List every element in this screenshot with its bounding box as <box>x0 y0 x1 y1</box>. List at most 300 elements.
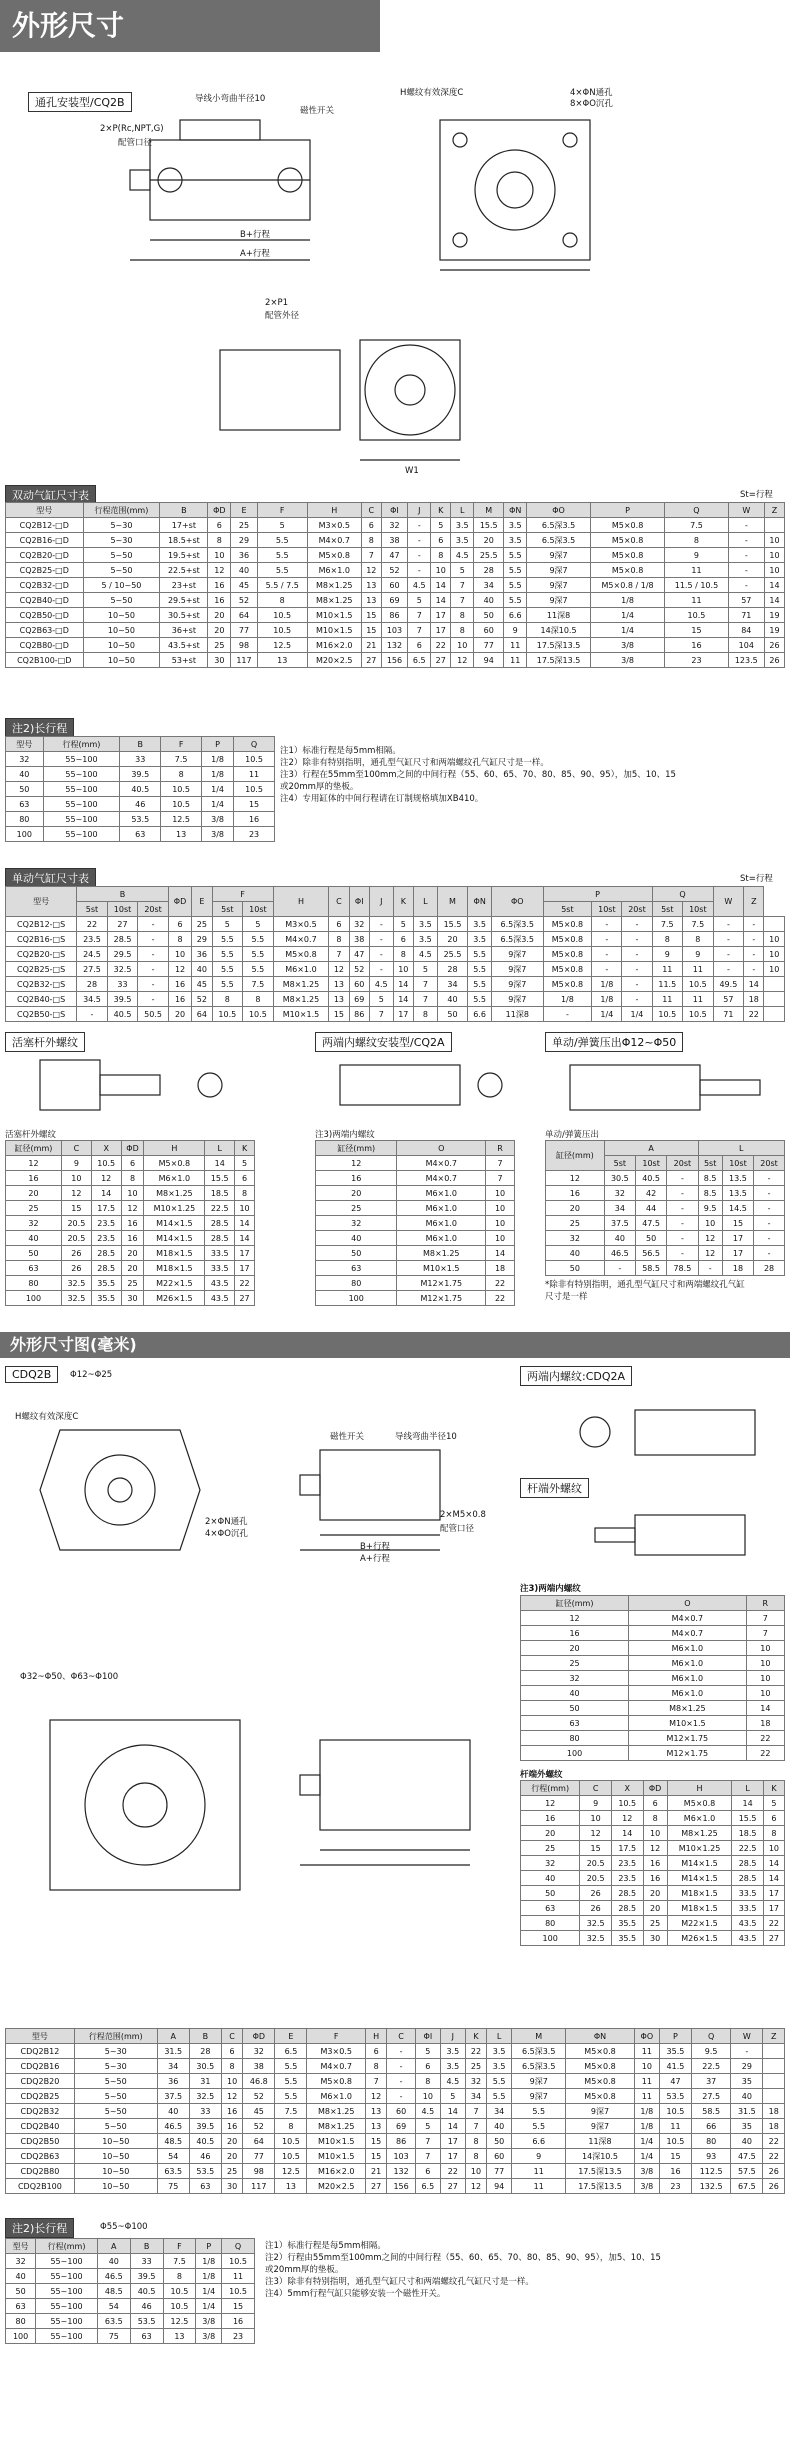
table-cell: 55~100 <box>36 2269 98 2284</box>
table-cell: 3/8 <box>202 827 234 842</box>
table-row <box>6 932 785 947</box>
table-cell: 7 <box>465 2104 486 2119</box>
table-cell: M4×0.7 <box>307 533 361 548</box>
table-cell: 9 <box>504 623 527 638</box>
table-cell: 14 <box>611 1826 643 1841</box>
table-cell: 49.5 <box>713 977 744 992</box>
table-cell: 33 <box>120 752 161 767</box>
table-cell: 40 <box>231 563 257 578</box>
table-cell: 30.5 <box>189 2059 221 2074</box>
table-cell: 5st <box>543 902 592 917</box>
table-cell: 6 <box>408 638 431 653</box>
table-cell: 10~50 <box>74 2164 157 2179</box>
table-cell: 16 <box>643 1871 667 1886</box>
table-cell: 36 <box>157 2074 189 2089</box>
table-cell: 14 <box>765 578 785 593</box>
note-line: 注3）除非有特别指明，通孔型气缸尺寸和两端螺纹孔气缸尺寸是一样。 <box>265 2277 534 2287</box>
table-cell: 52 <box>231 593 257 608</box>
table-cell: - <box>744 932 764 947</box>
table-cell: 27.5 <box>77 962 108 977</box>
table-cell: M16×2.0 <box>307 2164 365 2179</box>
table-cell: M4×0.7 <box>629 1626 747 1641</box>
table-cell: 10 <box>393 962 413 977</box>
table-cell: 40 <box>546 1246 605 1261</box>
table-cell: 16 <box>521 1811 580 1826</box>
table-cell: Q <box>652 887 713 902</box>
table-cell: O <box>397 1141 486 1156</box>
table-cell: 10 <box>763 1841 784 1856</box>
table-cell: 9 <box>652 947 683 962</box>
table-cell: 12.5 <box>161 812 202 827</box>
table-cell: 55~100 <box>36 2284 98 2299</box>
table-cell: 80 <box>6 1276 62 1291</box>
table-cell: 10.5 <box>163 2299 196 2314</box>
table-cell: 40 <box>6 767 44 782</box>
table-cell: P <box>543 887 652 902</box>
table-cell: R <box>746 1596 784 1611</box>
table-cell: 80 <box>6 2314 36 2329</box>
table-cell: 23+st <box>160 578 208 593</box>
table-row <box>521 1716 785 1731</box>
table-cell: 10.5 <box>683 977 714 992</box>
table-cell: 5 <box>431 518 451 533</box>
table-row <box>6 752 275 767</box>
table-cell: 17 <box>763 1886 784 1901</box>
table-cell: M5×0.8 <box>566 2074 634 2089</box>
table-cell: - <box>369 962 393 977</box>
table-cell: 10.5 <box>659 2134 691 2149</box>
table-cell: 10st <box>683 902 714 917</box>
note-line: 注2）除非有特别指明，通孔型气缸尺寸和两端螺纹孔气缸尺寸是一样。 <box>280 758 549 768</box>
table-cell: - <box>408 563 431 578</box>
table-cell: 12 <box>361 563 381 578</box>
table-cell: 9 <box>580 1796 612 1811</box>
table4-title: 注3)两端内螺纹 <box>520 1584 581 1594</box>
table-cell: 98 <box>243 2164 275 2179</box>
table-cell: - <box>713 932 744 947</box>
table-cell: 12 <box>61 1186 91 1201</box>
table-cell: 23 <box>222 2329 255 2344</box>
table-cell: 26 <box>765 653 785 668</box>
table-cell: M8×1.25 <box>273 992 329 1007</box>
table-cell: E <box>275 2029 307 2044</box>
table-cell: 16 <box>643 1856 667 1871</box>
table-row <box>6 533 785 548</box>
table-cell: 28 <box>437 962 468 977</box>
table-cell: 55~100 <box>43 812 120 827</box>
table-cell: J <box>369 887 393 917</box>
table-cell: 20st <box>622 902 652 917</box>
table-cell: K <box>431 503 451 518</box>
table-cell: 80 <box>316 1276 397 1291</box>
tag-cdq2a: 两端内螺纹:CDQ2A <box>520 1366 632 1386</box>
table-cell: 10 <box>486 1201 515 1216</box>
table-cell: 5.5 <box>275 2074 307 2089</box>
table-header-row <box>521 1596 785 1611</box>
table-cell: 28.5 <box>732 1871 764 1886</box>
table-cell: M12×1.75 <box>397 1291 486 1306</box>
table-cell: 5st <box>212 902 243 917</box>
table-cell: 18.5+st <box>160 533 208 548</box>
label-switch: 磁性开关 <box>300 106 335 116</box>
table-cell: 15 <box>61 1201 91 1216</box>
table-cell: H <box>273 887 329 917</box>
table-cell: 5 <box>212 917 243 932</box>
table-cell: - <box>592 947 622 962</box>
table-cell: CQ2B20-□D <box>6 548 84 563</box>
table-cell: 34 <box>474 578 504 593</box>
table-cell: 7 <box>369 1007 393 1022</box>
drawing-cdq2b-large-front <box>20 1690 270 1910</box>
table-cell: 10.5 <box>275 2149 307 2164</box>
table-cell: 1/4 <box>622 1007 652 1022</box>
table-cell: 28 <box>754 1261 785 1276</box>
table-cell: 20.5 <box>580 1871 612 1886</box>
table-cell: 7.5 <box>243 977 274 992</box>
table-cell: - <box>744 947 764 962</box>
table-inner-thread <box>315 1140 515 1306</box>
table-cell: 7 <box>329 947 349 962</box>
table-cell: 12 <box>316 1156 397 1171</box>
table-cell: 10 <box>764 962 785 977</box>
table-cell: 5st <box>698 1156 722 1171</box>
table-cell: M6×1.0 <box>144 1171 205 1186</box>
table-cell: CQ2B16-□S <box>6 932 77 947</box>
table-cell: 25.5 <box>474 548 504 563</box>
table-cell: 4.5 <box>413 947 437 962</box>
table-cell: 33 <box>189 2104 221 2119</box>
table-cell: 5st <box>77 902 108 917</box>
table-cell: 94 <box>474 653 504 668</box>
table-row <box>546 1186 785 1201</box>
table-row <box>6 2254 255 2269</box>
table-cell: 14 <box>431 578 451 593</box>
table-row <box>521 1871 785 1886</box>
table-cell: 117 <box>243 2179 275 2194</box>
table-spring <box>545 1140 785 1276</box>
table-cell: 156 <box>387 2179 416 2194</box>
table-cell: 30 <box>221 2179 242 2194</box>
table-header-row <box>6 2239 255 2254</box>
table-cell: M5×0.8 <box>307 548 361 563</box>
table-cell: 10.5 <box>161 782 202 797</box>
table-cell: 5~50 <box>83 548 160 563</box>
table-row <box>521 1611 785 1626</box>
table-row <box>6 2314 255 2329</box>
table-cell: 46 <box>130 2299 163 2314</box>
table-cell: M5×0.8 <box>590 533 665 548</box>
table-cell: M5×0.8 <box>543 947 592 962</box>
table-cell: 5 <box>243 917 274 932</box>
table-cell: M <box>512 2029 566 2044</box>
table-cell: 10.5 <box>212 1007 243 1022</box>
table-long-stroke <box>5 736 275 842</box>
table-cell: 28 <box>189 2044 221 2059</box>
table-cell: M5×0.8 <box>566 2059 634 2074</box>
table-cell: 10.5 <box>161 797 202 812</box>
table-cell: 45 <box>231 578 257 593</box>
table-cell: 5.5 <box>212 932 243 947</box>
table-row <box>6 2074 785 2089</box>
table-cell: 16 <box>168 977 191 992</box>
table-cell: 17.5深13.5 <box>527 638 591 653</box>
table-cell: M <box>437 887 468 917</box>
table-cell: 22.5 <box>205 1201 235 1216</box>
table-cell: ΦI <box>349 887 369 917</box>
table-cell: 10.5 <box>163 2284 196 2299</box>
table-cell: X <box>91 1141 121 1156</box>
table-cell: 23 <box>665 653 728 668</box>
table-cell <box>764 992 785 1007</box>
table-cell: 10 <box>580 1811 612 1826</box>
table-cell: 13 <box>365 2119 386 2134</box>
table-cell: 10 <box>765 548 785 563</box>
table-cell: - <box>667 1231 698 1246</box>
table-cell: 5 <box>393 917 413 932</box>
table-cell: 8 <box>643 1811 667 1826</box>
table-cell: 25 <box>643 1916 667 1931</box>
table-cell: K <box>465 2029 486 2044</box>
table-cell: 9深7 <box>492 977 544 992</box>
table-cell: 1/4 <box>590 623 665 638</box>
table-cell: M26×1.5 <box>667 1931 732 1946</box>
table-cell: 5.5 <box>468 962 492 977</box>
table-cell: - <box>408 548 431 563</box>
notes-block-2 <box>265 2240 785 2300</box>
table-cell: - <box>543 1007 592 1022</box>
table-cell: 123.5 <box>728 653 764 668</box>
table-cell: 15 <box>580 1841 612 1856</box>
table-cell: 32.5 <box>580 1931 612 1946</box>
table-cell: 80 <box>692 2134 731 2149</box>
section2-title: 外形尺寸图(毫米) <box>0 1332 790 1358</box>
table-cell: ΦD <box>243 2029 275 2044</box>
table-cell: 27 <box>431 653 451 668</box>
table-cell: 10 <box>486 1186 515 1201</box>
table-cell: 38 <box>243 2059 275 2074</box>
table-cell: 16 <box>546 1186 605 1201</box>
table-cell: 28.5 <box>91 1246 121 1261</box>
table-row <box>6 638 785 653</box>
table-cell: 17 <box>763 1901 784 1916</box>
table-cell: 80 <box>521 1731 629 1746</box>
table-cell: 60 <box>487 2149 512 2164</box>
table-cell: 20 <box>643 1886 667 1901</box>
table-cell: J <box>440 2029 465 2044</box>
table-cell: 5~30 <box>83 518 160 533</box>
table-cell: 46.5 <box>97 2269 130 2284</box>
table-cell: 27 <box>235 1291 255 1306</box>
table-cell: 24.5 <box>77 947 108 962</box>
table-cell: CDQ2B12 <box>6 2044 75 2059</box>
table-cell: A <box>604 1141 698 1156</box>
table-cell: M8×1.25 <box>397 1246 486 1261</box>
table-cell: - <box>667 1186 698 1201</box>
table-cell: 14 <box>91 1186 121 1201</box>
table-cell: 8 <box>413 1007 437 1022</box>
table-cell: - <box>744 962 764 977</box>
table-row <box>316 1276 515 1291</box>
table-cell: 36 <box>192 947 212 962</box>
table-cell: M14×1.5 <box>667 1871 732 1886</box>
spring-note-2: 尺寸是一样 <box>545 1292 588 1302</box>
table-cell: 型号 <box>6 2239 36 2254</box>
table-cell: 93 <box>692 2149 731 2164</box>
table-cell: 14 <box>235 1231 255 1246</box>
drawing-rod-ext <box>555 1500 775 1570</box>
table-cell: - <box>713 962 744 977</box>
table-cell: 型号 <box>6 887 77 917</box>
table-cell: 12 <box>329 962 349 977</box>
table-cell: CDQ2B25 <box>6 2089 75 2104</box>
table-cell: 3.5 <box>504 518 527 533</box>
table-cell: 22 <box>486 1276 515 1291</box>
label-counterbore: 8×ΦO沉孔 <box>570 99 613 109</box>
table-cell: 40.5 <box>189 2134 221 2149</box>
table-row <box>6 2089 785 2104</box>
table-cell: 5.5 <box>212 947 243 962</box>
table-cell: 5.5 <box>487 2074 512 2089</box>
table-cell: 11 <box>504 653 527 668</box>
table-row <box>316 1291 515 1306</box>
table-cell: 18 <box>486 1261 515 1276</box>
table-cell <box>765 518 785 533</box>
table-cell: 36+st <box>160 623 208 638</box>
table-cell: 6 <box>415 2059 440 2074</box>
table-cell: M4×0.7 <box>273 932 329 947</box>
table-cell: 32 <box>6 752 44 767</box>
table-cell: 7 <box>408 623 431 638</box>
table-cell: 17 <box>431 623 451 638</box>
table-cell: 52 <box>243 2119 275 2134</box>
table-cell: 63 <box>189 2179 221 2194</box>
table-cell: 1/8 <box>202 752 234 767</box>
table-cell: 5 <box>415 2119 440 2134</box>
table-cell: 1/8 <box>543 992 592 1007</box>
table-row <box>546 1261 785 1276</box>
table-cell: 34 <box>437 977 468 992</box>
table-cell: 11 <box>512 2164 566 2179</box>
table-cell: 25 <box>121 1276 144 1291</box>
table-cell: - <box>754 1216 785 1231</box>
table-row <box>316 1231 515 1246</box>
table-cell: M3×0.5 <box>273 917 329 932</box>
table-cell: 16 <box>6 1171 62 1186</box>
table-cell: M8×1.25 <box>307 578 361 593</box>
table-cell: 13 <box>257 653 307 668</box>
table-cell: 12 <box>698 1231 722 1246</box>
table-cell: 10st <box>243 902 274 917</box>
table-cell: - <box>604 1261 635 1276</box>
table-cell: 缸径(mm) <box>546 1141 605 1171</box>
table-cell: - <box>408 518 431 533</box>
table-cell: M4×0.7 <box>307 2059 365 2074</box>
table-cell: 22 <box>235 1276 255 1291</box>
table-cell: 8 <box>235 1186 255 1201</box>
table-cell: M14×1.5 <box>144 1231 205 1246</box>
table-cell: 8 <box>465 2149 486 2164</box>
table-row <box>521 1626 785 1641</box>
table-cell: 29 <box>192 932 212 947</box>
label-thread: H螺纹有效深度C <box>400 88 464 98</box>
table-header-row <box>546 1141 785 1156</box>
table-cell: 54 <box>157 2149 189 2164</box>
table-cell: 5 <box>415 2044 440 2059</box>
table-cell: ΦI <box>381 503 407 518</box>
table-cell: M6×1.0 <box>397 1216 486 1231</box>
table-cell: 46.5 <box>157 2119 189 2134</box>
table-cell: 25 <box>6 1201 62 1216</box>
table-cell: 28.5 <box>611 1886 643 1901</box>
table-cell: 12 <box>521 1796 580 1811</box>
table-cell: 5 <box>369 992 393 1007</box>
table-row <box>316 1216 515 1231</box>
table-cell: 6.5 <box>275 2044 307 2059</box>
table-cell: - <box>138 947 169 962</box>
table-cell: P <box>659 2029 691 2044</box>
table-cell: 1/4 <box>592 1007 622 1022</box>
table-cell: C <box>361 503 381 518</box>
table-cell: L <box>487 2029 512 2044</box>
table-cell: 32 <box>6 1216 62 1231</box>
table-cell: 17 <box>440 2149 465 2164</box>
table-cell: 9.5 <box>698 1201 722 1216</box>
table-cell: 5.5 <box>212 977 243 992</box>
table-cell: 40 <box>487 2119 512 2134</box>
table-cell: 33.5 <box>732 1886 764 1901</box>
table-cell: 22 <box>763 2149 785 2164</box>
table-cell: 22.5 <box>692 2059 731 2074</box>
table-cell: 46.5 <box>604 1246 635 1261</box>
table-cell: 33 <box>107 977 138 992</box>
table-cell: C <box>580 1781 612 1796</box>
label-bend-2: 导线弯曲半径10 <box>395 1432 457 1442</box>
table-cell: 25 <box>192 917 212 932</box>
table-cell: 27 <box>440 2179 465 2194</box>
table-cell: 156 <box>381 653 407 668</box>
table-cell: 9深7 <box>492 947 544 962</box>
table-cell: 57 <box>728 593 764 608</box>
drawing-rod <box>20 1050 270 1120</box>
table-cell: 8 <box>465 2134 486 2149</box>
table-cell: M14×1.5 <box>144 1216 205 1231</box>
table-cell: 5.5 <box>243 962 274 977</box>
table-row <box>521 1901 785 1916</box>
table-cell: 7 <box>486 1156 515 1171</box>
table-cell: 10 <box>746 1641 784 1656</box>
table-cell: 14 <box>744 977 764 992</box>
table-cell: 12 <box>643 1841 667 1856</box>
table-cell: 80 <box>6 812 44 827</box>
table-cell: 60 <box>387 2104 416 2119</box>
table-cell: 28 <box>77 977 108 992</box>
table-cell: 3.5 <box>451 518 474 533</box>
table-cell: 10 <box>746 1686 784 1701</box>
table-cell: 5.5 <box>257 548 307 563</box>
table-cell: B <box>160 503 208 518</box>
table-cell: 9深7 <box>512 2089 566 2104</box>
table-cell: 60 <box>349 977 369 992</box>
note-line: 注1）标准行程是每5mm相隔。 <box>265 2241 386 2251</box>
table-cell: 53.5 <box>189 2164 221 2179</box>
table-cell: 9深7 <box>527 563 591 578</box>
table-cell: 14 <box>393 977 413 992</box>
table-row <box>6 992 785 1007</box>
table-cell: 26 <box>763 2179 785 2194</box>
table-cell: 33.5 <box>732 1901 764 1916</box>
table-cell: 10.5 <box>222 2284 255 2299</box>
table-cell: 30.5+st <box>160 608 208 623</box>
